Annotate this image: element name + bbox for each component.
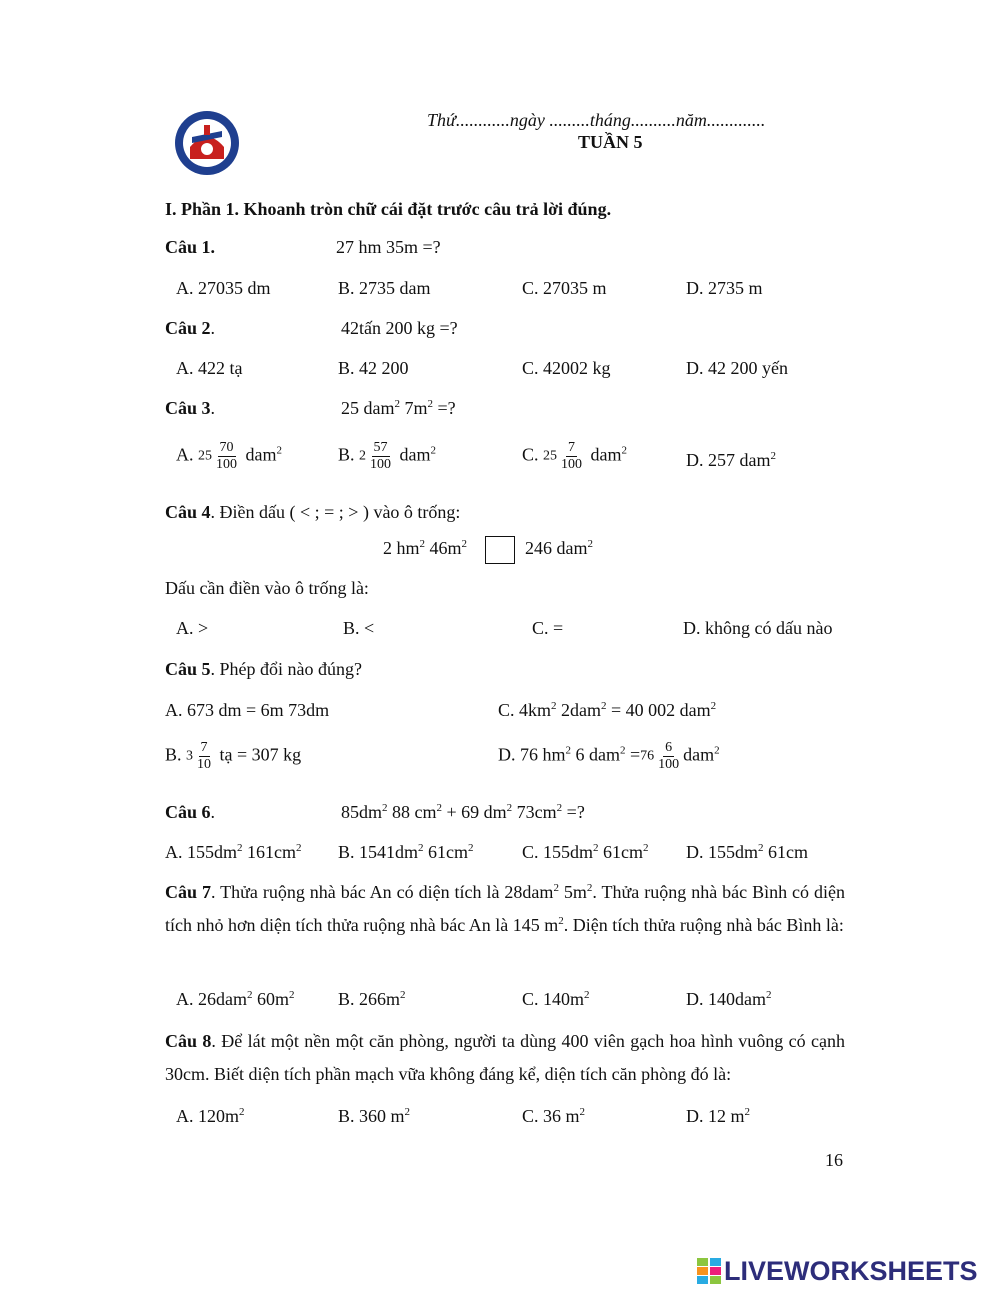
q4-option-d[interactable]: D. không có dấu nào [683, 618, 833, 638]
q3-label: Câu 3 [165, 398, 211, 418]
week-title: TUẦN 5 [578, 132, 643, 152]
q2-heading: Câu 2. [165, 318, 216, 338]
q6-option-b[interactable]: B. $1541dm^2$ $61cm^2$ [338, 842, 474, 862]
q8-option-c[interactable]: C. 36 $m^2$ [522, 1106, 586, 1126]
q5-option-c[interactable]: C. $4km^2$ 2dam$^2$ = 40 002 dam$^2$ [498, 700, 717, 720]
q4-instruction: Dấu cần điền vào ô trống là: [165, 578, 369, 598]
q7-option-a[interactable]: A. 26dam$^2$ $60m^2$ [176, 989, 295, 1009]
fraction: $\frac{57}{100}$ [370, 440, 392, 472]
school-logo [168, 107, 246, 177]
page-number: 16 [825, 1150, 843, 1170]
q2-option-d[interactable]: D. 42 200 yến [686, 358, 788, 378]
q2-option-c[interactable]: C. 42002 kg [522, 358, 611, 378]
q6-option-a[interactable]: A. $155dm^2$ $161cm^2$ [165, 842, 302, 862]
section-title: I. Phần 1. Khoanh tròn chữ cái đặt trước câu trả lời đúng. [165, 199, 612, 219]
date-line: Thứ............ngày .........tháng..........năm............. [427, 110, 766, 130]
q2-option-b[interactable]: B. 42 200 [338, 358, 409, 378]
q1-option-b[interactable]: B. 2735 dam [338, 278, 431, 298]
q8-label: Câu 8 [165, 1031, 212, 1051]
liveworksheets-watermark [697, 1256, 978, 1286]
q5-heading: Câu 5. Phép đổi nào đúng? [165, 659, 362, 679]
q8-option-d[interactable]: D. 12 $m^2$ [686, 1106, 750, 1126]
q7-question: Câu 7. Thửa ruộng nhà bác An có diện tích là 28dam$^2$ $5m^2$. Thửa ruộng nhà bác Bình có diện tích nhỏ hơn diện tích thửa ruộng nhà bác An là 145 $m^2$. Diện tích thửa ruộng nhà bác Bình là: [165, 882, 845, 935]
q5-label: Câu 5 [165, 659, 211, 679]
q8-option-b[interactable]: B. 360 $m^2$ [338, 1106, 411, 1126]
q4-label: Câu 4 [165, 502, 211, 522]
q1-option-c[interactable]: C. 27035 m [522, 278, 607, 298]
q3-option-d[interactable]: D. 257 dam$^2$ [686, 450, 776, 470]
q2-expression: 42tấn 200 kg =? [341, 318, 458, 338]
fraction: $\frac{6}{100}$ [658, 740, 680, 772]
fraction: $\frac{7}{10}$ [197, 740, 212, 772]
q7-option-b[interactable]: B. $266m^2$ [338, 989, 406, 1009]
answer-box[interactable] [485, 536, 515, 564]
q3-option-a[interactable]: A. 25 $\frac{70}{100}$ dam$^2$ [176, 440, 282, 472]
q6-option-c[interactable]: C. $155dm^2$ $61cm^2$ [522, 842, 649, 862]
q4-option-b[interactable]: B. < [343, 618, 375, 638]
q7-label: Câu 7 [165, 882, 211, 902]
q5-option-a[interactable]: A. 673 dm = 6m 73dm [165, 700, 330, 720]
q4-heading: Câu 4. Điền dấu ( < ; = ; > ) vào ô trống: [165, 502, 461, 522]
q7-option-c[interactable]: C. $140m^2$ [522, 989, 590, 1009]
q7-option-d[interactable]: D. 140dam$^2$ [686, 989, 772, 1009]
q6-heading: Câu 6. [165, 802, 216, 822]
q4-option-a[interactable]: A. > [176, 618, 209, 638]
q3-heading: Câu 3. [165, 398, 216, 418]
fraction: $\frac{70}{100}$ [216, 440, 237, 472]
q3-option-b[interactable]: B. 2 $\frac{57}{100}$ dam$^2$ [338, 440, 437, 472]
liveworksheets-logo-icon [697, 1258, 721, 1284]
q8-option-a[interactable]: A. $120m^2$ [176, 1106, 245, 1126]
q4-comparison: 2 $hm^2$ $46m^2$ 246 dam$^2$ [383, 536, 593, 564]
q1-expression: 27 hm 35m =? [336, 237, 441, 257]
q6-label: Câu 6 [165, 802, 211, 822]
q3-expression: 25 dam$^2$ $7m^2$ =? [341, 398, 456, 418]
q1-option-d[interactable]: D. 2735 m [686, 278, 763, 298]
q8-question: Câu 8. Để lát một nền một căn phòng, người ta dùng 400 viên gạch hoa hình vuông có cạnh 30cm. Biết diện tích phần mạch vữa không đáng kể, diện tích căn phòng đó là: [165, 1031, 845, 1084]
q2-label: Câu 2 [165, 318, 211, 338]
fraction: $\frac{7}{100}$ [561, 440, 583, 472]
q1-option-a[interactable]: A. 27035 dm [176, 278, 271, 298]
q5-option-b[interactable]: B. 3 $\frac{7}{10}$ tạ = 307 kg [165, 740, 302, 772]
q4-option-c[interactable]: C. = [532, 618, 564, 638]
q6-expression: $85dm^2$ 88 $cm^2 + 69$ $dm^2$ $73cm^2$ =? [341, 802, 585, 822]
q3-option-c[interactable]: C. 25 $\frac{7}{100}$ dam$^2$ [522, 440, 628, 472]
q5-option-d[interactable]: D. 76 $hm^2$ 6 dam$^2$ =76 $\frac{6}{100}$ dam$^2$ [498, 740, 720, 772]
liveworksheets-text: LIVEWORKSHEETS [724, 1255, 978, 1286]
q1-label: Câu 1. [165, 237, 216, 257]
q2-option-a[interactable]: A. 422 tạ [176, 358, 243, 378]
q6-option-d[interactable]: D. $155dm^2$ 61cm [686, 842, 808, 862]
